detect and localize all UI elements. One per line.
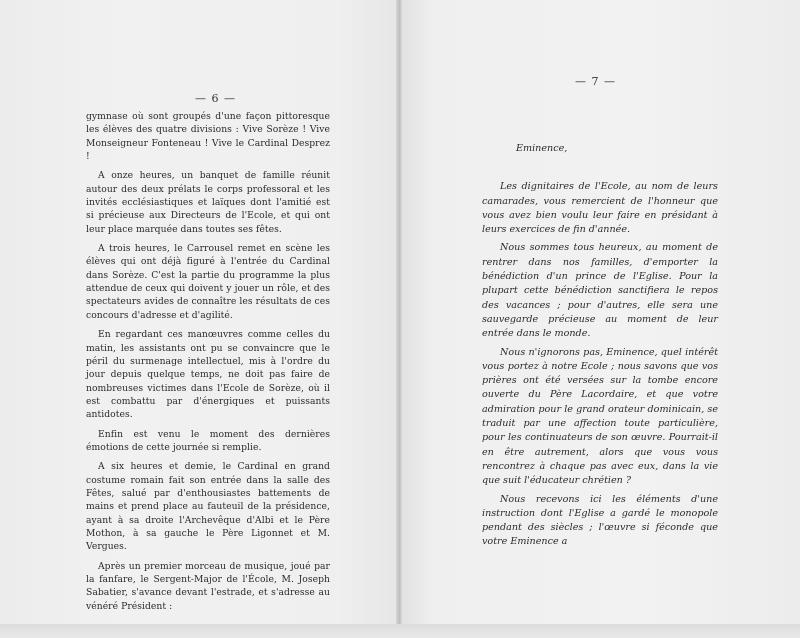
left-page-text — [86, 110, 330, 619]
page-bottom-edge — [0, 624, 800, 638]
paragraph: A trois heures, le Carrousel remet en scène les élèves qui ont déjà figuré à l'entrée du Cardinal dans Sorèze. C'est la partie du programme la plus attendue de ceux qui doivent y jouer un rôle, et des spectateurs avides de connaître les résultats de ces concours d'adresse et d'agilité. — [86, 243, 330, 321]
paragraph: Nous sommes tous heureux, au moment de rentrer dans nos familles, d'emporter la bénédiction d'un prince de l'Eglise. Pour la plupart cette bénédiction sanctifiera le repos des vacances ; pour d'autres, elle sera une sauvegarde précieuse au moment de leur entrée dans le monde. — [482, 242, 718, 340]
right-page — [402, 0, 800, 628]
paragraph: A six heures et demie, le Cardinal en grand costume romain fait son entrée dans la salle des Fêtes, salué par d'enthousiastes battements de mains et prend place au fauteuil de la présidence, ayant à sa droite l'Archevêque d'Albi et le Père Mothon, à sa gauche le Père Ligonnet et M. Vergues. — [86, 461, 330, 553]
paragraph: gymnase où sont groupés d'une façon pittoresque les élèves des quatre divisions : Vive Sorèze ! Vive Monseigneur Fonteneau ! Vive le Cardinal Desprez ! — [86, 111, 330, 163]
page-number-right: — 7 — — [575, 75, 616, 88]
salutation: Eminence, — [516, 143, 568, 154]
paragraph: Enfin est venu le moment des dernières émotions de cette journée si remplie. — [86, 428, 330, 453]
left-page — [0, 0, 398, 628]
paragraph: En regardant ces manœuvres comme celles du matin, les assistants ont pu se convaincre que le péril du surmenage intellectuel, mis à l'ordre du jour depuis quelque temps, ne doit pas faire de nombreuses victimes dans l'Ecole de Sorèze, où il est combattu par d'énergiques et puissants antidotes. — [86, 329, 330, 421]
paragraph: A onze heures, un banquet de famille réunit autour des deux prélats le corps professoral et les invités ecclésiastiques et laïques dont l'amitié est si précieuse aux Directeurs de l'Ecole, et qui ont leur place marquée dans toutes ses fêtes. — [86, 170, 330, 235]
paragraph: Nous n'ignorons pas, Eminence, quel intérêt vous portez à notre Ecole ; nous savons que vos prières ont été versées sur la tombe encore ouverte du Père Lacordaire, et que votre admiration pour le grand orateur dominicain, se traduit par une affection toute particulière, pour les continuateurs de son œuvre. Pourrait-il en être autrement, alors que vous vous rencontrez à chaque pas avec eux, dans la vie que suit l'éducateur chrétien ? — [482, 346, 718, 487]
paragraph: Nous recevons ici les éléments d'une instruction dont l'Eglise a gardé le monopole pendant des siècles ; l'œuvre si féconde que votre Eminence a — [482, 493, 718, 548]
page-number-left: — 6 — — [195, 92, 236, 105]
paragraph: Les dignitaires de l'Ecole, au nom de leurs camarades, vous remercient de l'honneur que vous avez bien voulu leur faire en présidant à leurs exercices de fin d'année. — [482, 181, 718, 236]
paragraph: Après un premier morceau de musique, joué par la fanfare, le Sergent-Major de l'École, M. Joseph Sabatier, s'avance devant l'estrade, et s'adresse au vénéré Président : — [86, 560, 330, 612]
right-page-text — [482, 142, 718, 554]
